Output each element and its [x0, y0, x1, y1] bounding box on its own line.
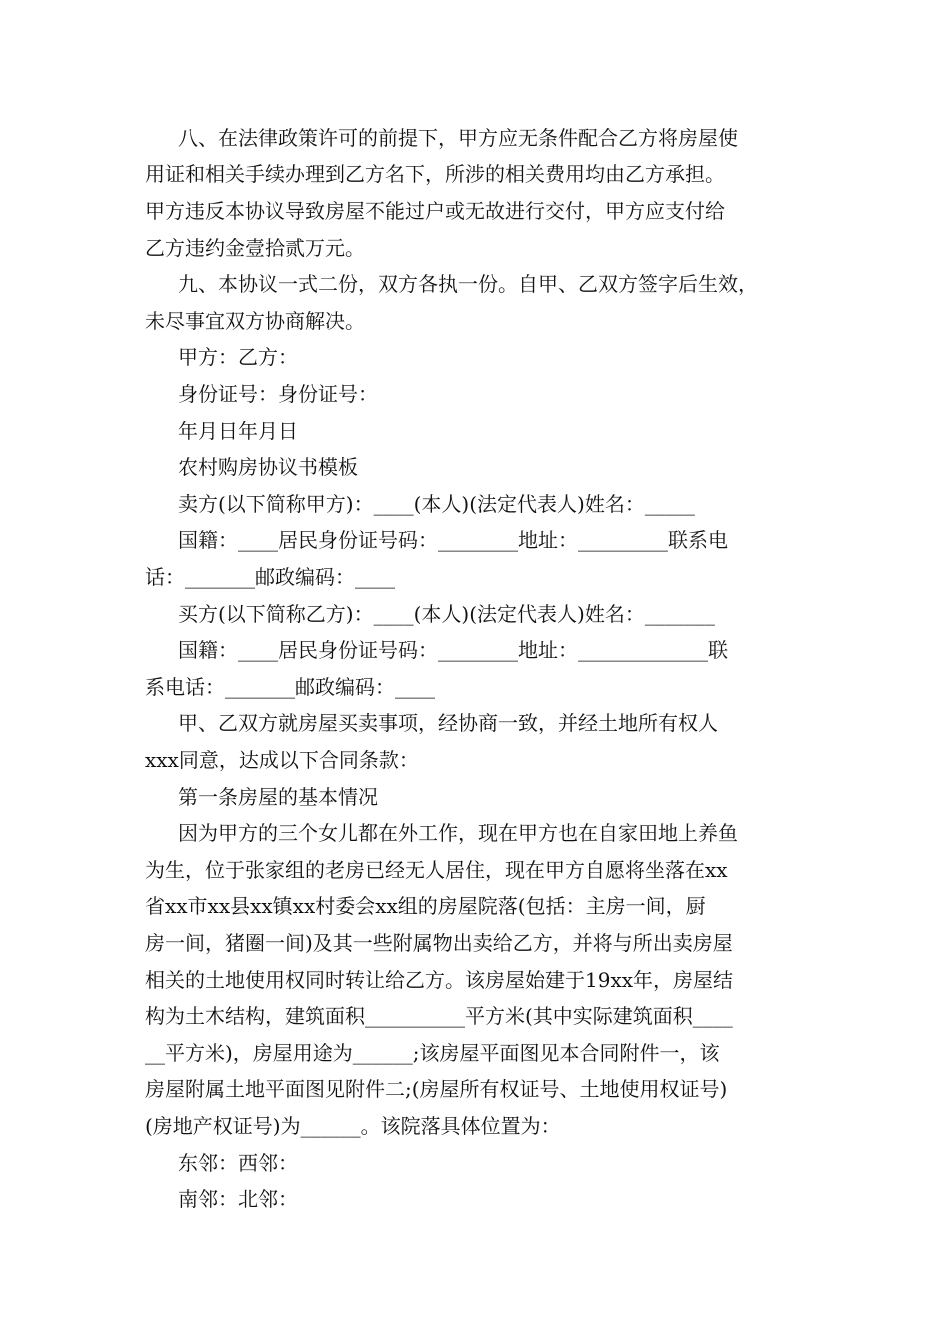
- text-line: 未尽事宜双方协商解决。: [145, 309, 365, 333]
- text-line: 九、本协议一式二份，双方各执一份。自甲、乙双方签字后生效，: [178, 272, 758, 296]
- text-line: 乙方违约金壹拾贰万元。: [145, 236, 365, 260]
- text-line: 国籍：____居民身份证号码：________地址：_________联系电: [178, 528, 728, 552]
- text-line: 国籍：____居民身份证号码：________地址：_____________联: [178, 638, 728, 662]
- text-line: xxx同意，达成以下合同条款：: [145, 748, 419, 772]
- text-line: 买方(以下简称乙方)：____(本人)(法定代表人)姓名：_______: [178, 602, 715, 626]
- text-line: 甲、乙双方就房屋买卖事项，经协商一致，并经土地所有权人: [178, 711, 718, 735]
- text-line: 话：_______邮政编码：____: [145, 565, 395, 589]
- section-heading: 农村购房协议书模板: [178, 455, 358, 479]
- text-line: 相关的土地使用权同时转让给乙方。该房屋始建于19xx年，房屋结: [145, 968, 734, 992]
- text-line: 身份证号：身份证号：: [178, 382, 378, 406]
- text-line: 年月日年月日: [178, 419, 298, 443]
- text-line: 为生，位于张家组的老房已经无人居住，现在甲方自愿将坐落在xx: [145, 858, 728, 882]
- text-line: 房屋附属土地平面图见附件二;(房屋所有权证号、土地使用权证号): [145, 1077, 728, 1101]
- text-line: 甲方违反本协议导致房屋不能过户或无故进行交付，甲方应支付给: [145, 199, 725, 223]
- text-line: 因为甲方的三个女儿都在外工作，现在甲方也在自家田地上养鱼: [178, 821, 738, 845]
- text-line: __平方米)，房屋用途为______;该房屋平面图见本合同附件一，该: [145, 1041, 720, 1065]
- text-line: 甲方：乙方：: [178, 345, 298, 369]
- text-line: 系电话：_______邮政编码：____: [145, 675, 435, 699]
- text-line: 房一间，猪圈一间)及其一些附属物出卖给乙方，并将与所出卖房屋: [145, 931, 733, 955]
- text-line: 东邻：西邻：: [178, 1151, 298, 1175]
- text-line: 南邻：北邻：: [178, 1187, 298, 1211]
- text-line: 省xx市xx县xx镇xx村委会xx组的房屋院落(包括：主房一间，厨: [145, 894, 706, 918]
- text-line: 卖方(以下简称甲方)：____(本人)(法定代表人)姓名：_____: [178, 492, 695, 516]
- text-line: 用证和相关手续办理到乙方名下，所涉的相关费用均由乙方承担。: [145, 162, 725, 186]
- text-line: 构为土木结构，建筑面积__________平方米(其中实际建筑面积____: [145, 1004, 733, 1028]
- text-line: (房地产权证号)为______。该院落具体位置为：: [145, 1114, 561, 1138]
- clause-heading: 第一条房屋的基本情况: [178, 785, 378, 809]
- text-line: 八、在法律政策许可的前提下，甲方应无条件配合乙方将房屋使: [178, 126, 738, 150]
